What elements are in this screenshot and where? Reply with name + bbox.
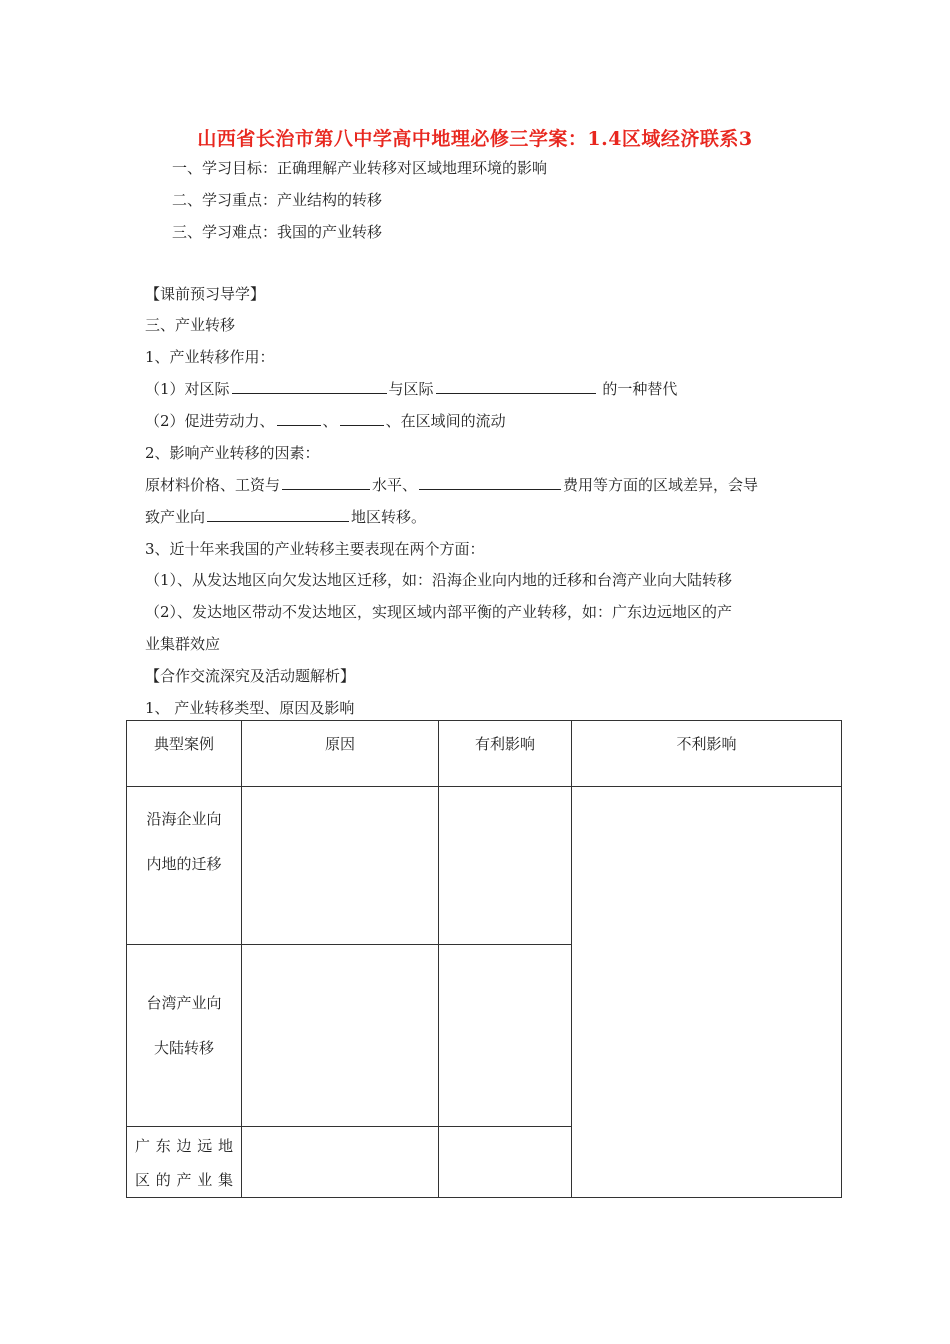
q3-point1: （1）、从发达地区向欠发达地区迁移，如：沿海企业向内地的迁移和台湾产业向大陆转移 (145, 571, 733, 589)
fill-blank[interactable] (436, 379, 596, 394)
case-cell (127, 787, 242, 945)
q1-title: 1、产业转移作用： (145, 348, 275, 366)
q1-item2-text-a: （2）促进劳动力、 (145, 412, 275, 430)
case-cell (127, 1127, 242, 1198)
goal-key-point: 二、学习重点：产业结构的转移 (172, 191, 383, 209)
page-title: 山西省长治市第八中学高中地理必修三学案：1.4区域经济联系3 (197, 128, 753, 150)
case-line: 台湾产业向 (146, 994, 222, 1012)
case-line: 沿海企业向 (146, 810, 222, 828)
q2-line2 (145, 506, 426, 528)
case-cell (127, 945, 242, 1127)
q2-line1-text-c: 费用等方面的区域差异，会导 (563, 476, 759, 494)
q1-item1-text-b: 与区际 (388, 380, 434, 398)
q1-item2-text-b: 、 (322, 412, 338, 430)
q3-point2-line1: （2）、发达地区带动不发达地区，实现区域内部平衡的产业转移，如：广东边远地区的产 (145, 603, 733, 621)
case-line: 区的产业集 (135, 1171, 233, 1189)
reason-cell[interactable] (242, 787, 439, 945)
table-header-row (127, 721, 842, 787)
header-reason: 原因 (242, 721, 439, 787)
table-row (127, 787, 842, 945)
q2-line2-text-a: 致产业向 (145, 508, 206, 526)
preview-heading: 【课前预习导学】 (145, 285, 266, 303)
q1-item1-text-a: （1）对区际 (145, 380, 230, 398)
header-typical-case: 典型案例 (127, 721, 242, 787)
fill-blank[interactable] (340, 411, 384, 426)
reason-cell[interactable] (242, 945, 439, 1127)
q2-line2-text-b: 地区转移。 (351, 508, 427, 526)
q1-item2 (145, 410, 506, 432)
q2-line1-text-b: 水平、 (372, 476, 418, 494)
goal-objective: 一、学习目标：正确理解产业转移对区域地理环境的影响 (172, 159, 548, 177)
fill-blank[interactable] (282, 475, 370, 490)
positive-impact-cell[interactable] (439, 787, 572, 945)
fill-blank[interactable] (207, 507, 349, 522)
reason-cell[interactable] (242, 1127, 439, 1198)
goal-difficulty: 三、学习难点：我国的产业转移 (172, 223, 383, 241)
section-title: 三、产业转移 (145, 316, 236, 334)
coop-heading: 【合作交流深究及活动题解析】 (145, 667, 356, 685)
fill-blank[interactable] (419, 475, 561, 490)
negative-impact-cell[interactable] (572, 787, 842, 1198)
q2-title: 2、影响产业转移的因素： (145, 444, 320, 462)
q3-title: 3、近十年来我国的产业转移主要表现在两个方面： (145, 540, 485, 558)
header-negative-impact: 不利影响 (572, 721, 842, 787)
q1-item1-text-c: 的一种替代 (597, 380, 678, 398)
fill-blank[interactable] (232, 379, 387, 394)
q1-item1 (145, 378, 677, 400)
q3-point2-line2: 业集群效应 (145, 635, 221, 653)
positive-impact-cell[interactable] (439, 1127, 572, 1198)
table-caption: 1、 产业转移类型、原因及影响 (145, 699, 355, 717)
q1-item2-text-c: 、在区域间的流动 (385, 412, 506, 430)
case-line: 内地的迁移 (146, 855, 222, 873)
header-positive-impact: 有利影响 (439, 721, 572, 787)
q2-line1 (145, 474, 758, 496)
case-line: 广东边远地 (135, 1137, 233, 1155)
q2-line1-text-a: 原材料价格、工资与 (145, 476, 281, 494)
transfer-table (126, 720, 842, 1198)
positive-impact-cell[interactable] (439, 945, 572, 1127)
fill-blank[interactable] (277, 411, 321, 426)
case-line: 大陆转移 (153, 1039, 214, 1057)
